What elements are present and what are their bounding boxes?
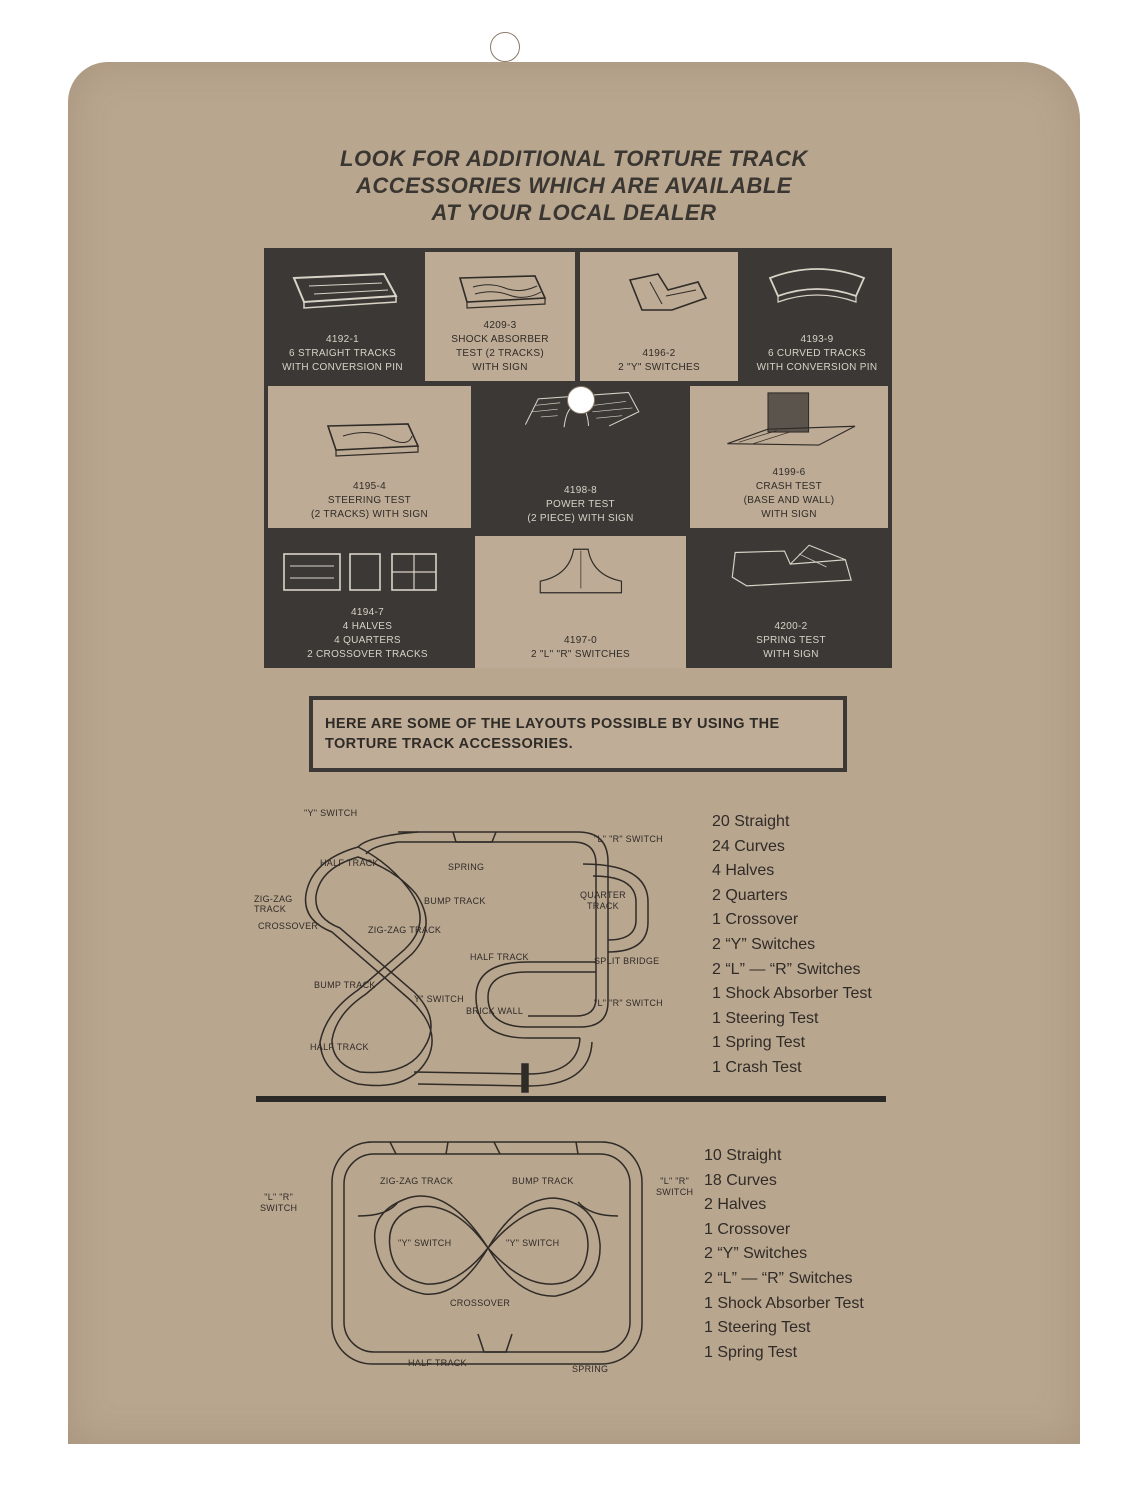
accessory-line: (2 TRACKS) WITH SIGN — [311, 509, 428, 520]
accessory-code: 4198-8 — [564, 485, 597, 496]
accessory-line: (BASE AND WALL) — [743, 495, 835, 506]
accessory-code: 4193-9 — [800, 334, 834, 345]
accessory-line: SHOCK ABSORBER — [451, 334, 549, 345]
lr-switch-icon — [475, 542, 686, 600]
accessory-line: POWER TEST — [546, 499, 615, 510]
accessory-line: CRASH TEST — [755, 481, 823, 492]
accessory-code: 4200-2 — [774, 621, 808, 632]
parts-list-item: 10 Straight — [704, 1147, 782, 1164]
accessory-line: WITH SIGN — [763, 649, 819, 660]
accessory-code: 4194-7 — [351, 607, 384, 618]
parts-list-item: 1 Steering Test — [704, 1319, 811, 1337]
parts-list-item: 1 Shock Absorber Test — [704, 1294, 864, 1312]
curved-track-icon — [742, 256, 892, 314]
layout-2-label-bump-track: BUMP TRACK — [512, 1176, 574, 1186]
layout-1-label-bump-track: BUMP TRACK — [314, 980, 376, 990]
layout-1-label-half-track: HALF TRACK — [310, 1042, 369, 1052]
layout-1-label-split-bridge: SPLIT BRIDGE — [594, 956, 660, 966]
halves-quarters-icon — [264, 540, 471, 598]
layout-2-label-y-switch: "Y" SWITCH — [506, 1238, 560, 1248]
accessory-4197-0 — [475, 536, 686, 668]
accessory-line: STEERING TEST — [327, 495, 412, 506]
accessory-line: 6 STRAIGHT TRACKS — [289, 348, 396, 359]
accessory-4193-9 — [742, 248, 892, 381]
hang-hole — [490, 32, 520, 62]
accessory-4194-7 — [264, 532, 471, 668]
parts-list-item: 18 Curves — [704, 1171, 777, 1189]
accessory-code: 4199-6 — [772, 467, 806, 478]
layout-1-parts-list — [712, 810, 872, 1081]
layout-2-label-lr-switch: "L" "R" SWITCH — [656, 1176, 694, 1197]
parts-list-item: 24 Curves — [712, 837, 785, 855]
layout-1-label-bump-track: BUMP TRACK — [424, 896, 486, 906]
accessory-line: WITH CONVERSION PIN — [282, 362, 403, 373]
layout-1-diagram — [228, 802, 688, 1102]
accessory-line: 2 "Y" SWITCHES — [618, 362, 700, 373]
layout-2-label-y-switch: "Y" SWITCH — [398, 1238, 452, 1248]
parts-list-item: 1 Spring Test — [704, 1343, 798, 1361]
layout-1-label-lr-switch: "L" "R" SWITCH — [594, 998, 663, 1008]
layout-1-label-half-track: HALF TRACK — [320, 858, 379, 868]
layout-2-label-crossover: CROSSOVER — [450, 1298, 511, 1308]
parts-list-item: 2 Quarters — [712, 886, 788, 904]
accessory-line: 6 CURVED TRACKS — [767, 348, 867, 359]
accessory-code: 4196-2 — [642, 348, 676, 359]
shock-absorber-track-icon — [425, 260, 575, 318]
parts-list-item: 2 “Y” Switches — [712, 935, 816, 953]
accessory-4200-2 — [690, 532, 892, 668]
layout-2-parts-list — [704, 1144, 864, 1365]
accessory-4192-1 — [264, 248, 421, 381]
parts-list-item: 2 “L” — “R” Switches — [704, 1269, 853, 1287]
layout-1-label-y-switch: "Y" SWITCH — [304, 808, 358, 818]
banner-line-1: HERE ARE SOME OF THE LAYOUTS POSSIBLE BY USING THE — [325, 716, 780, 732]
layout-2-label-half-track: HALF TRACK — [408, 1358, 467, 1368]
accessory-line: WITH SIGN — [761, 509, 817, 520]
parts-list-item: 1 Steering Test — [712, 1009, 819, 1027]
parts-list-item: 1 Crash Test — [712, 1058, 802, 1076]
accessory-4198-8 — [475, 382, 686, 532]
parts-list-item: 1 Crossover — [712, 911, 799, 929]
layout-1-label-half-track: HALF TRACK — [470, 952, 529, 962]
layout-2-label-spring: SPRING — [572, 1364, 609, 1374]
crash-wall-icon — [690, 390, 888, 448]
parts-list-item: 2 “Y” Switches — [704, 1245, 808, 1263]
accessory-code: 4197-0 — [564, 635, 597, 646]
accessory-4196-2 — [580, 252, 738, 381]
layout-1-label-crossover: CROSSOVER — [258, 921, 319, 931]
parts-list-item: 1 Spring Test — [712, 1034, 806, 1052]
layout-1-label-brick-wall: BRICK WALL — [466, 1006, 524, 1016]
parts-list-item: 2 “L” — “R” Switches — [712, 960, 861, 978]
accessory-4195-4 — [268, 386, 471, 528]
headline — [268, 145, 880, 226]
layout-1-label-quarter-track: QUARTER TRACK — [580, 890, 626, 911]
accessory-line: 2 "L" "R" SWITCHES — [530, 649, 631, 660]
layout-2-label-lr-switch: "L" "R" SWITCH — [260, 1192, 298, 1213]
accessory-line: 2 CROSSOVER TRACKS — [307, 649, 428, 660]
accessory-line: 4 QUARTERS — [334, 635, 401, 646]
parts-list-item: 1 Crossover — [704, 1220, 791, 1238]
layout-2-diagram — [328, 1136, 698, 1376]
parts-list-item: 2 Halves — [704, 1196, 767, 1214]
steering-track-icon — [268, 406, 471, 464]
accessory-line: TEST (2 TRACKS) — [455, 348, 545, 359]
layout-2-label-zigzag-track: ZIG-ZAG TRACK — [380, 1176, 454, 1186]
accessory-4209-3 — [425, 252, 575, 381]
layout-1-label-zigzag-track: ZIG-ZAG TRACK — [368, 925, 442, 935]
accessory-code: 4195-4 — [353, 481, 386, 492]
straight-track-icon — [264, 256, 421, 314]
section-divider — [256, 1096, 886, 1102]
parts-list-item: 1 Shock Absorber Test — [712, 985, 872, 1003]
parts-list-item: 4 Halves — [712, 862, 775, 880]
accessory-line: 4 HALVES — [342, 621, 393, 632]
layout-1-label-zigzag-track: ZIG-ZAG TRACK — [254, 894, 293, 914]
spring-ramp-icon — [690, 538, 892, 596]
accessory-code: 4209-3 — [483, 320, 517, 331]
accessory-4199-6 — [690, 386, 888, 528]
layouts-banner — [309, 696, 847, 772]
headline-line-2: ACCESSORIES WHICH ARE AVAILABLE — [356, 173, 792, 198]
y-switch-icon — [580, 260, 738, 318]
accessory-line: WITH CONVERSION PIN — [756, 362, 878, 373]
layout-1-label-spring: SPRING — [448, 862, 485, 872]
headline-line-3: AT YOUR LOCAL DEALER — [431, 200, 717, 225]
accessories-grid — [264, 248, 892, 668]
headline-line-1: LOOK FOR ADDITIONAL TORTURE TRACK — [340, 146, 808, 171]
parts-list-item: 20 Straight — [712, 813, 790, 830]
accessory-line: (2 PIECE) WITH SIGN — [527, 513, 634, 524]
accessory-line: WITH SIGN — [472, 362, 528, 373]
punched-hole — [567, 386, 595, 414]
layout-1-label-y-switch: Y" SWITCH — [414, 994, 464, 1004]
layout-1-label-lr-switch: "L" "R" SWITCH — [594, 834, 663, 844]
accessory-line: SPRING TEST — [756, 635, 826, 646]
accessory-code: 4192-1 — [326, 334, 359, 345]
cardboard-card — [68, 62, 1080, 1444]
banner-line-2: TORTURE TRACK ACCESSORIES. — [325, 736, 574, 752]
